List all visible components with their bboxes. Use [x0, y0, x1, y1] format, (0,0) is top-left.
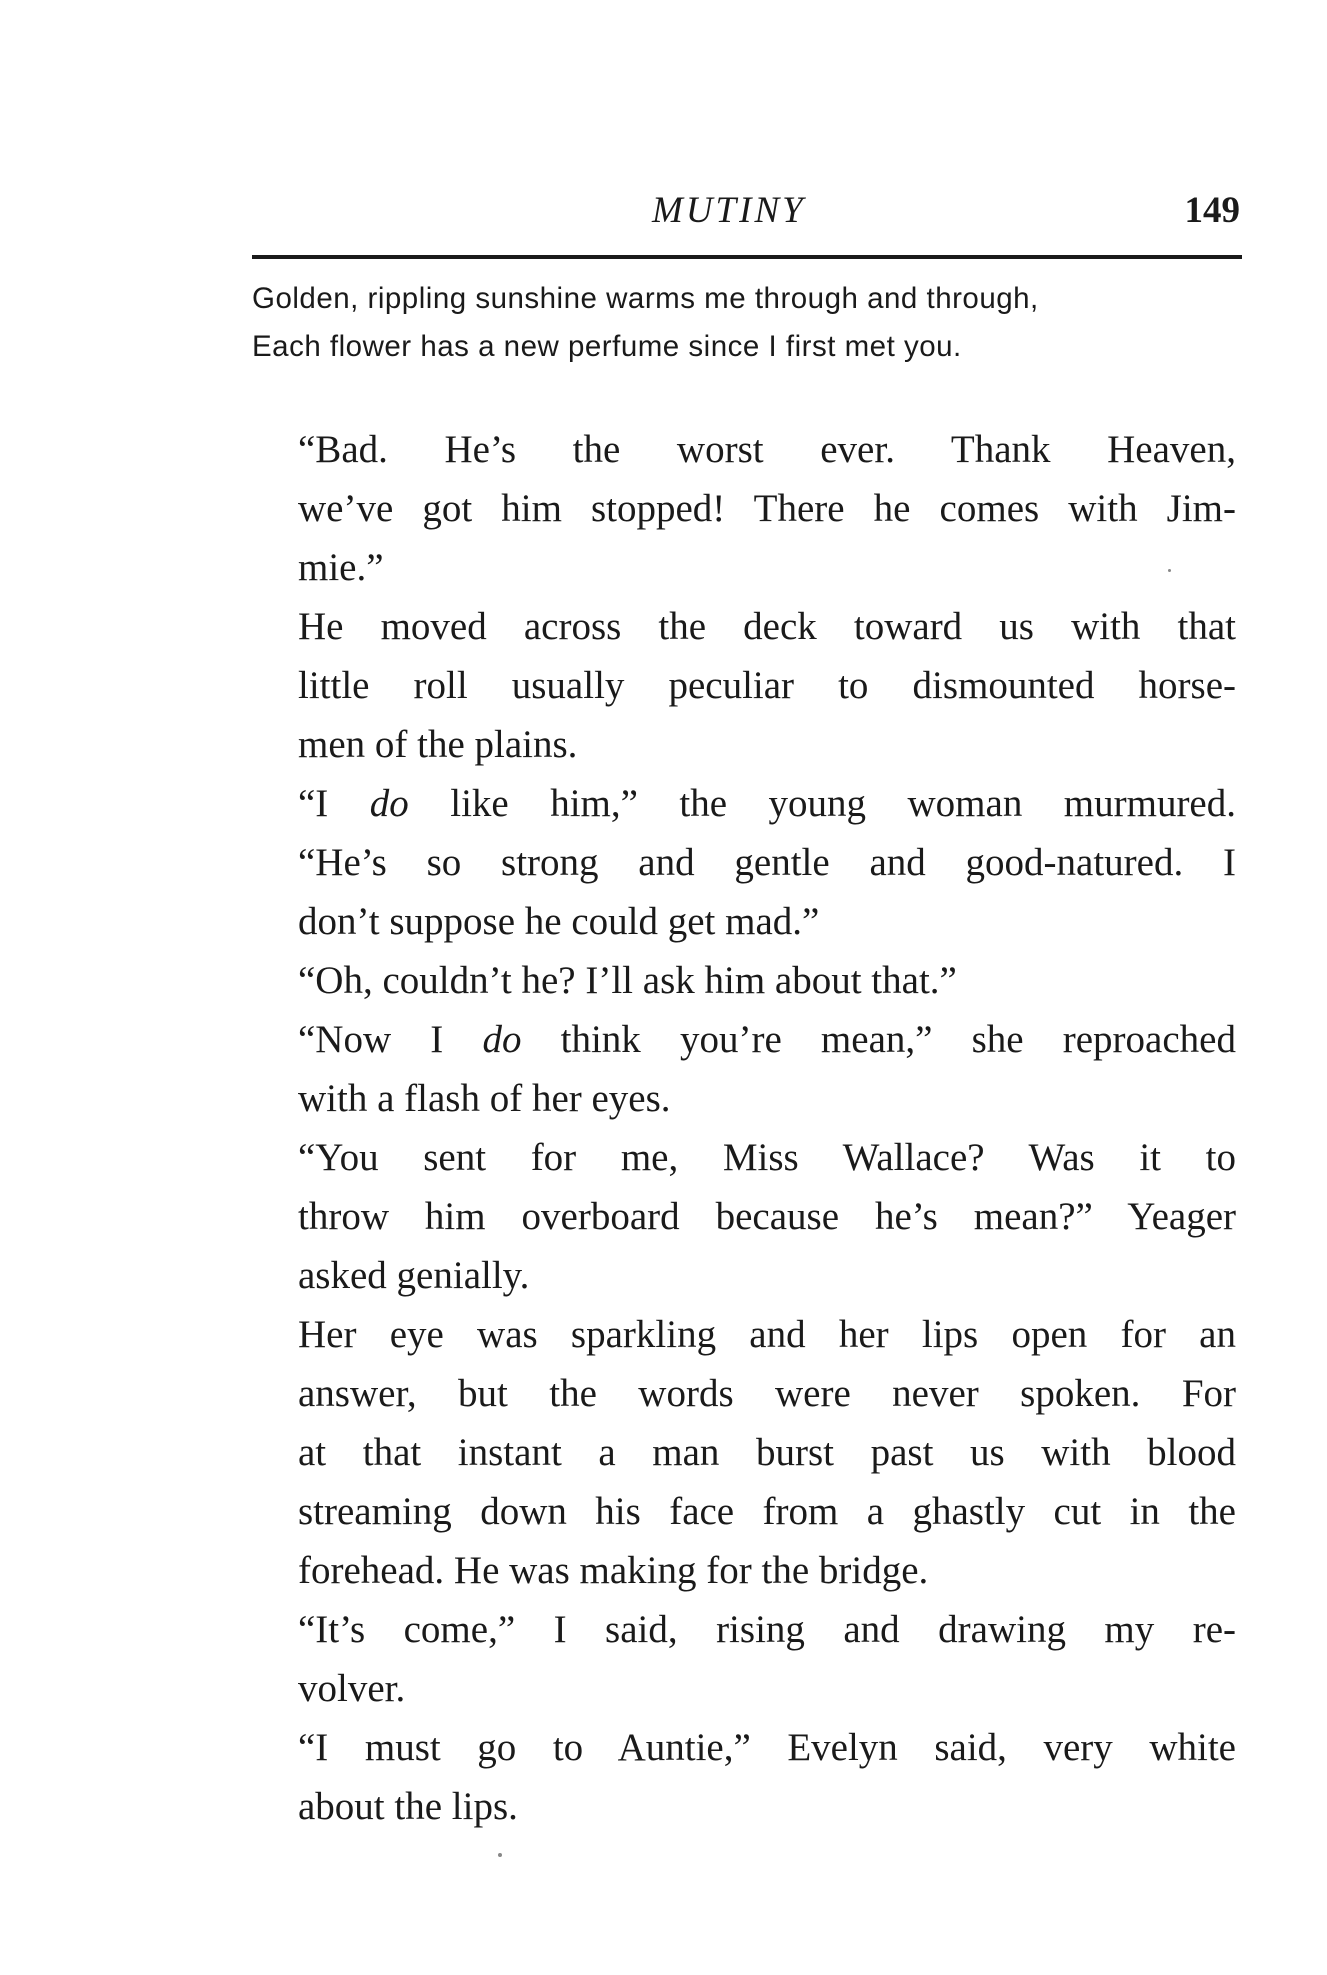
text-line: asked genially.: [298, 1254, 530, 1297]
text-line: “Oh, couldn’t he? I’ll ask him about that.”: [298, 959, 957, 1002]
text-line: about the lips.: [298, 1785, 518, 1828]
text-line: “I must go to Auntie,” Evelyn said, very white: [298, 1726, 1236, 1769]
paragraph: [252, 1128, 1236, 1305]
paragraph: [252, 420, 1236, 597]
text-line: Her eye was sparkling and her lips open for an: [298, 1313, 1236, 1356]
verse-block: [252, 275, 1242, 371]
paragraph: [252, 597, 1236, 774]
running-title: MUTINY: [652, 190, 806, 231]
emphasis: do: [369, 782, 409, 825]
text-line: “It’s come,” I said, rising and drawing my re-: [298, 1608, 1236, 1651]
page-header: [252, 186, 1240, 246]
verse-line: Each flower has a new perfume since I first met you.: [252, 330, 962, 363]
page-number: 149: [1184, 190, 1240, 231]
text-line: “Now I do think you’re mean,” she reproached: [298, 1018, 1236, 1061]
paragraph: [252, 1600, 1236, 1718]
text-line: men of the plains.: [298, 723, 578, 766]
paragraph: [252, 774, 1236, 951]
body-text: [252, 420, 1236, 1836]
text-line: mie.”: [298, 546, 384, 589]
text-line: “I do like him,” the young woman murmured.: [298, 782, 1236, 825]
text-line: little roll usually peculiar to dismounted horse-: [298, 664, 1236, 707]
text-line: “He’s so strong and gentle and good-natured. I: [298, 841, 1236, 884]
text-line: streaming down his face from a ghastly cut in the: [298, 1490, 1236, 1533]
text-line: “Bad. He’s the worst ever. Thank Heaven,: [298, 428, 1236, 471]
paragraph: [252, 1305, 1236, 1600]
text-line: answer, but the words were never spoken. For: [298, 1372, 1236, 1415]
text-line: we’ve got him stopped! There he comes with Jim-: [298, 487, 1236, 530]
text-line: throw him overboard because he’s mean?” Yeager: [298, 1195, 1236, 1238]
text-line: volver.: [298, 1667, 406, 1710]
text-line: at that instant a man burst past us with blood: [298, 1431, 1236, 1474]
text-line: with a flash of her eyes.: [298, 1077, 671, 1120]
text-line: don’t suppose he could get mad.”: [298, 900, 820, 943]
text-line: forehead. He was making for the bridge.: [298, 1549, 929, 1592]
paper-speck: [1168, 569, 1171, 572]
paragraph: [252, 1010, 1236, 1128]
paragraph: [252, 1718, 1236, 1836]
text-line: He moved across the deck toward us with that: [298, 605, 1236, 648]
emphasis: do: [482, 1018, 522, 1061]
text-line: “You sent for me, Miss Wallace? Was it to: [298, 1136, 1236, 1179]
paragraph: [252, 951, 1236, 1010]
paper-speck: [498, 1853, 502, 1857]
verse-line: Golden, rippling sunshine warms me through and through,: [252, 282, 1039, 315]
header-rule: [252, 255, 1242, 259]
